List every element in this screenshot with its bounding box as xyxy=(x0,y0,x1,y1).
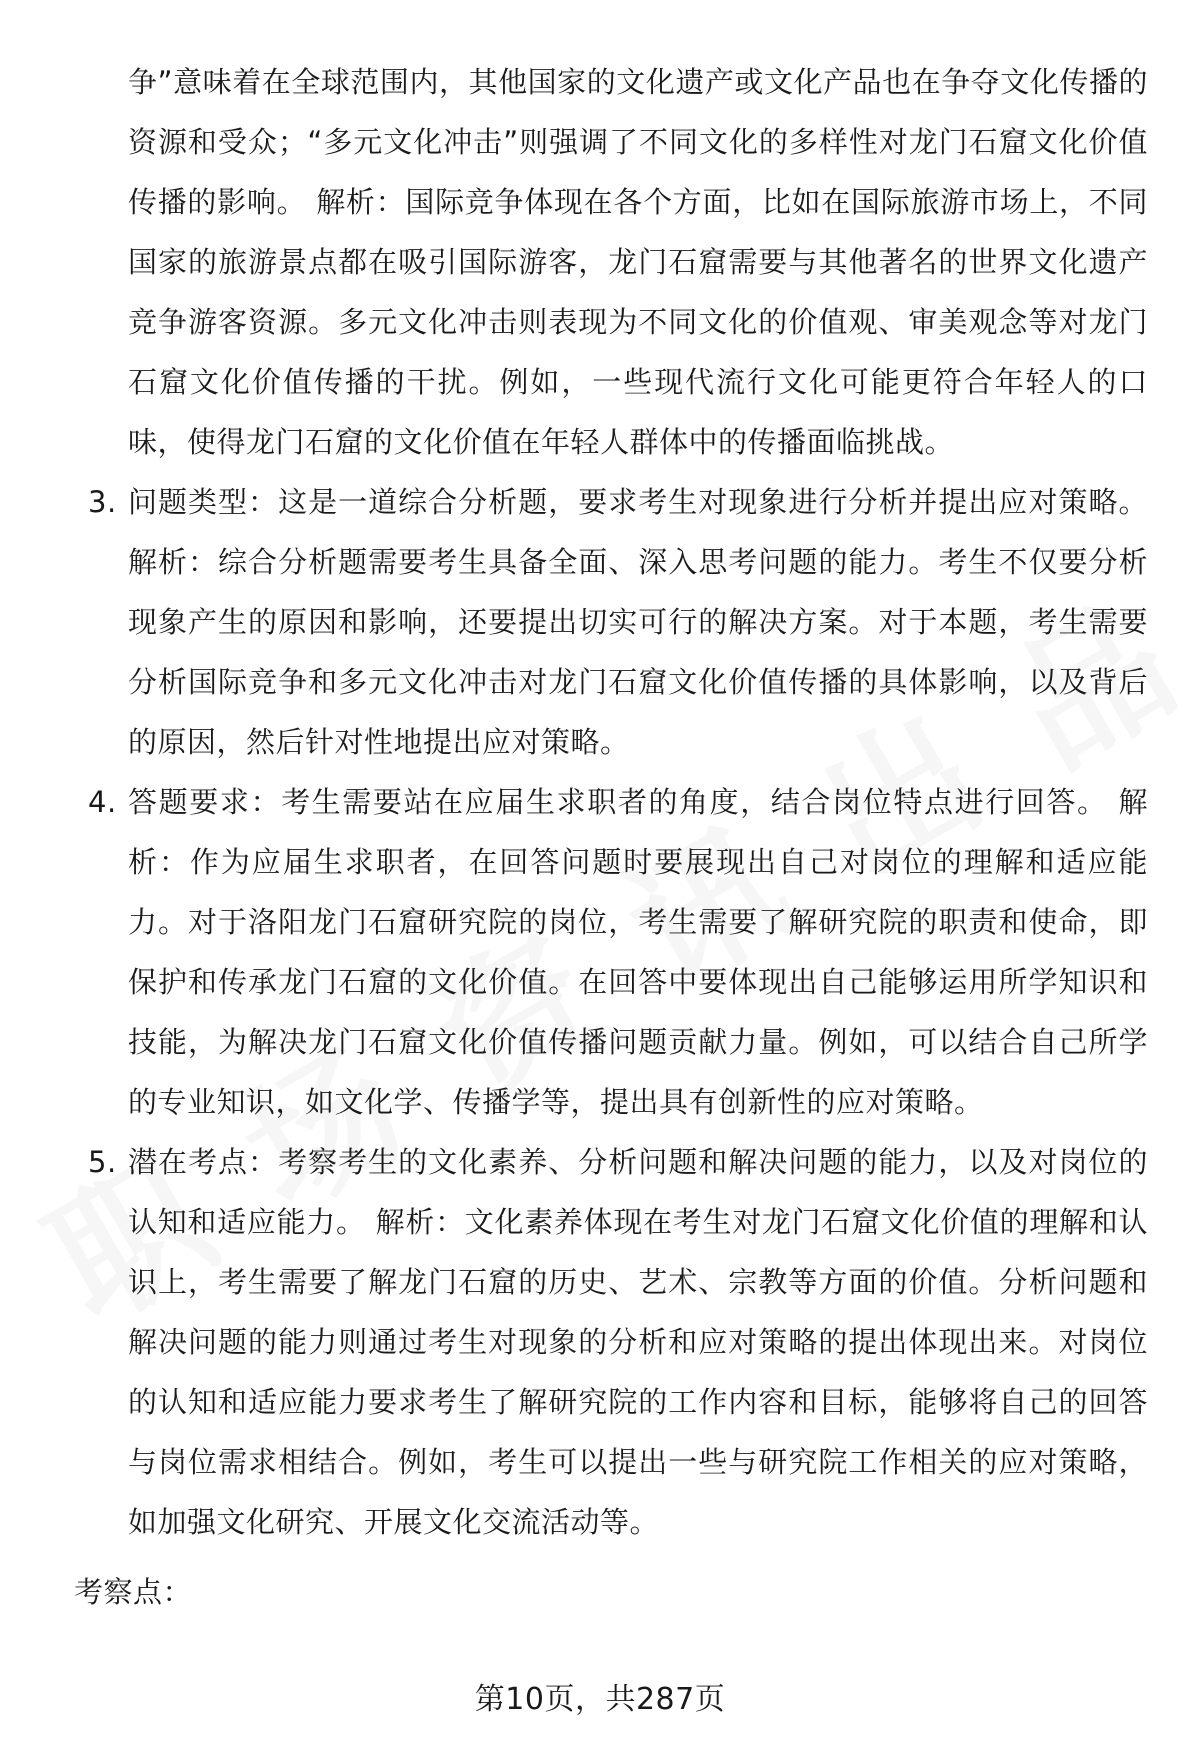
list-item xyxy=(88,772,1148,1132)
document-content xyxy=(88,52,1148,1552)
list-item-number: 4. xyxy=(88,785,117,819)
list-item xyxy=(88,472,1148,772)
section-label: 考察点： xyxy=(74,1575,193,1609)
list-item-number: 5. xyxy=(88,1145,117,1179)
list-item xyxy=(88,1132,1148,1552)
continued-paragraph: 争”意味着在全球范围内，其他国家的文化遗产或文化产品也在争夺文化传播的资源和受众；“多元文化冲击”则强调了不同文化的多样性对龙门石窟文化价值传播的影响。 解析：国际竞争体现在各个方面，比如在国际旅游市场上，不同国家的旅游景点都在吸引国际游客，龙门石窟需要与其他著名的世界文化遗产竞争游客资源。多元文化冲击则表现为不同文化的价值观、审美观念等对龙门石窟文化价值传播的干扰。例如，一些现代流行文化可能更符合年轻人的口味，使得龙门石窟的文化价值在年轻人群体中的传播面临挑战。 xyxy=(128,65,1148,459)
page-footer: 第10页，共287页 xyxy=(474,1682,726,1717)
list-item-text: 答题要求：考生需要站在应届生求职者的角度，结合岗位特点进行回答。 解析：作为应届生求职者，在回答问题时要展现出自己对岗位的理解和适应能力。对于洛阳龙门石窟研究院的岗位，考生需要了解研究院的职责和使命，即保护和传承龙门石窟的文化价值。在回答中要体现出自己能够运用所学知识和技能，为解决龙门石窟文化价值传播问题贡献力量。例如，可以结合自己所学的专业知识，如文化学、传播学等，提出具有创新性的应对策略。 xyxy=(128,785,1148,1119)
list-item-number: 3. xyxy=(88,485,117,519)
list-item-text: 潜在考点：考察考生的文化素养、分析问题和解决问题的能力，以及对岗位的认知和适应能力。 解析：文化素养体现在考生对龙门石窟文化价值的理解和认识上，考生需要了解龙门石窟的历史、艺术、宗教等方面的价值。分析问题和解决问题的能力则通过考生对现象的分析和应对策略的提出体现出来。对岗位的认知和适应能力要求考生了解研究院的工作内容和目标，能够将自己的回答与岗位需求相结合。例如，考生可以提出一些与研究院工作相关的应对策略，如加强文化研究、开展文化交流活动等。 xyxy=(128,1145,1148,1539)
list-item-text: 问题类型：这是一道综合分析题，要求考生对现象进行分析并提出应对策略。 解析：综合分析题需要考生具备全面、深入思考问题的能力。考生不仅要分析现象产生的原因和影响，还要提出切实可行的解决方案。对于本题，考生需要分析国际竞争和多元文化冲击对龙门石窟文化价值传播的具体影响，以及背后的原因，然后针对性地提出应对策略。 xyxy=(128,485,1148,759)
